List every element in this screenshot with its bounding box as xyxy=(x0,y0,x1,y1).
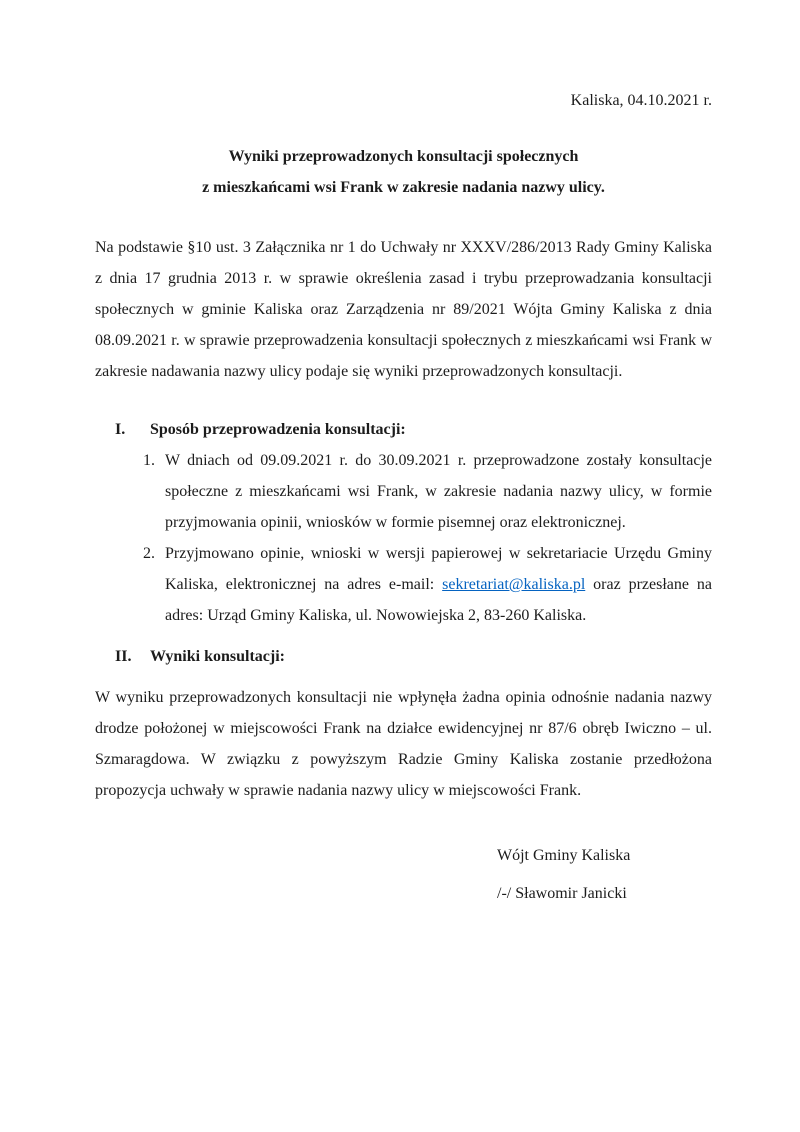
section-1-list xyxy=(143,445,712,631)
title-line-1: Wyniki przeprowadzonych konsultacji społecznych xyxy=(228,148,579,165)
list-item-2 xyxy=(143,538,712,631)
signature-title: Wójt Gminy Kaliska xyxy=(497,847,631,864)
date-line: Kaliska, 04.10.2021 r. xyxy=(570,92,712,109)
list-item-2-text xyxy=(165,538,712,631)
email-link[interactable]: sekretariat@kaliska.pl xyxy=(442,576,586,593)
signature-name: /-/ Sławomir Janicki xyxy=(497,885,627,902)
section-1-heading-text: Sposób przeprowadzenia konsultacji: xyxy=(150,421,406,438)
title-line-2: z mieszkańcami wsi Frank w zakresie nadania nazwy ulicy. xyxy=(202,179,605,196)
section-1-numeral: I. xyxy=(115,421,126,438)
list-item-2-text-before-link: Przyjmowano opinie, wnioski w wersji papierowej w sekretariacie Urzędu Gminy Kaliska, elektronicznej na adres e-mail: xyxy=(165,545,712,593)
section-2-heading-text: Wyniki konsultacji: xyxy=(150,648,285,665)
list-item-1-text: W dniach od 09.09.2021 r. do 30.09.2021 r. przeprowadzone zostały konsultacje społeczne z mieszkańcami wsi Frank, w zakresie nadania nazwy ulicy, w formie przyjmowania opinii, wniosków w formie pisemnej oraz elektronicznej. xyxy=(165,452,712,531)
section-1-heading xyxy=(115,414,712,445)
list-item-2-text-after-link: oraz przesłane na adres: Urząd Gminy Kaliska, ul. Nowowiejska 2, 83-260 Kaliska. xyxy=(165,576,712,624)
results-paragraph: W wyniku przeprowadzonych konsultacji nie wpłynęła żadna opinia odnośnie nadania nazwy drodze położonej w miejscowości Frank na działce ewidencyjnej nr 87/6 obręb Iwiczno – ul. Szmaragdowa. W związku z powyższym Radzie Gminy Kaliska zostanie przedłożona propozycja uchwały w sprawie nadania nazwy ulicy w miejscowości Frank. xyxy=(95,689,712,799)
section-2-numeral: II. xyxy=(115,648,132,665)
intro-paragraph: Na podstawie §10 ust. 3 Załącznika nr 1 do Uchwały nr XXXV/286/2013 Rady Gminy Kaliska z dnia 17 grudnia 2013 r. w sprawie określenia zasad i trybu przeprowadzania konsultacji społecznych w gminie Kaliska oraz Zarządzenia nr 89/2021 Wójta Gminy Kaliska z dnia 08.09.2021 r. w sprawie przeprowadzenia konsultacji społecznych z mieszkańcami wsi Frank w zakresie nadawania nazwy ulicy podaje się wyniki przeprowadzonych konsultacji. xyxy=(95,239,712,380)
document-title xyxy=(95,141,712,203)
list-item-1-number: 1. xyxy=(143,452,155,469)
section-2-heading xyxy=(115,641,712,672)
list-item-2-number: 2. xyxy=(143,545,155,562)
list-item-1 xyxy=(143,445,712,538)
signature-block xyxy=(497,840,712,909)
